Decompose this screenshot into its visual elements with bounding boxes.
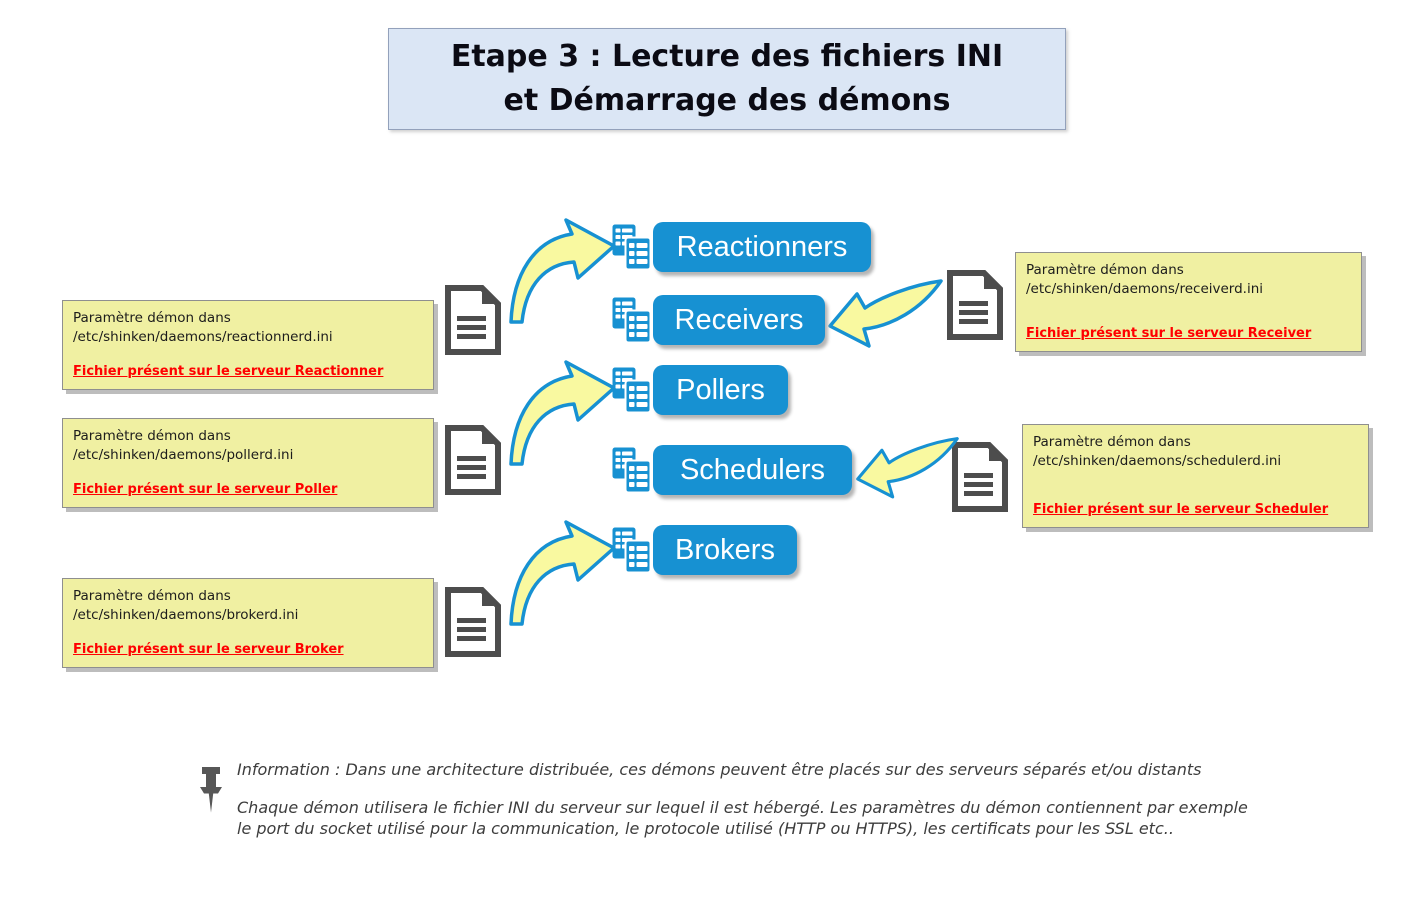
daemon-badge-pollers: Pollers <box>653 365 788 415</box>
note-intro: Paramètre démon dans <box>73 588 231 604</box>
ini-file-icon <box>443 285 501 355</box>
note-intro: Paramètre démon dans <box>1033 434 1191 450</box>
note-poller <box>62 418 434 508</box>
note-ini-path: /etc/shinken/daemons/reactionnerd.ini <box>73 329 333 345</box>
daemon-badge-receivers: Receivers <box>653 295 825 345</box>
note-ini-path: /etc/shinken/daemons/schedulerd.ini <box>1033 453 1282 469</box>
note-alert: Fichier présent sur le serveur Scheduler <box>1033 502 1329 517</box>
footer-info-line: Information : Dans une architecture distribuée, ces démons peuvent être placés sur des serveurs séparés et/ou distants <box>237 760 1202 779</box>
title-box <box>388 28 1066 130</box>
curved-arrow-icon <box>855 432 959 508</box>
footer-detail-line1: Chaque démon utilisera le fichier INI du serveur sur lequel il est hébergé. Les paramètres du démon contiennent par exemple <box>237 798 1248 817</box>
note-text <box>1033 433 1358 471</box>
note-ini-path: /etc/shinken/daemons/brokerd.ini <box>73 607 299 623</box>
note-text <box>1026 261 1351 299</box>
daemon-processes-icon <box>612 527 652 574</box>
note-text <box>73 587 423 625</box>
ini-file-icon <box>443 587 501 657</box>
curved-arrow-icon <box>827 276 943 356</box>
footer-detail-line2: le port du socket utilisé pour la communication, le protocole utilisé (HTTP ou HTTPS), les certificats pour les SSL etc.. <box>237 819 1174 838</box>
note-alert: Fichier présent sur le serveur Poller <box>73 482 338 497</box>
page-title-line2: et Démarrage des démons <box>503 83 951 118</box>
note-alert: Fichier présent sur le serveur Broker <box>73 642 344 657</box>
daemon-processes-icon <box>612 297 652 344</box>
curved-arrow-icon <box>506 218 616 324</box>
curved-arrow-icon <box>506 520 616 626</box>
daemon-processes-icon <box>612 367 652 414</box>
note-broker <box>62 578 434 668</box>
note-ini-path: /etc/shinken/daemons/pollerd.ini <box>73 447 294 463</box>
pushpin-icon <box>197 766 225 814</box>
ini-file-icon <box>945 270 1003 340</box>
note-intro: Paramètre démon dans <box>73 310 231 326</box>
note-intro: Paramètre démon dans <box>1026 262 1184 278</box>
daemon-badge-schedulers: Schedulers <box>653 445 852 495</box>
daemon-badge-reactionners: Reactionners <box>653 222 871 272</box>
curved-arrow-icon <box>506 360 616 466</box>
daemon-processes-icon <box>612 447 652 494</box>
ini-file-icon <box>443 425 501 495</box>
note-receiver <box>1015 252 1362 352</box>
note-text <box>73 427 423 465</box>
note-alert: Fichier présent sur le serveur Receiver <box>1026 326 1312 341</box>
note-reactionner <box>62 300 434 390</box>
note-scheduler <box>1022 424 1369 528</box>
note-intro: Paramètre démon dans <box>73 428 231 444</box>
note-alert: Fichier présent sur le serveur Reactionner <box>73 364 384 379</box>
note-text <box>73 309 423 347</box>
page-title-line1: Etape 3 : Lecture des fichiers INI <box>450 39 1004 74</box>
daemon-processes-icon <box>612 224 652 271</box>
note-ini-path: /etc/shinken/daemons/receiverd.ini <box>1026 281 1264 297</box>
footer-detail <box>237 797 1248 839</box>
daemon-badge-brokers: Brokers <box>653 525 797 575</box>
